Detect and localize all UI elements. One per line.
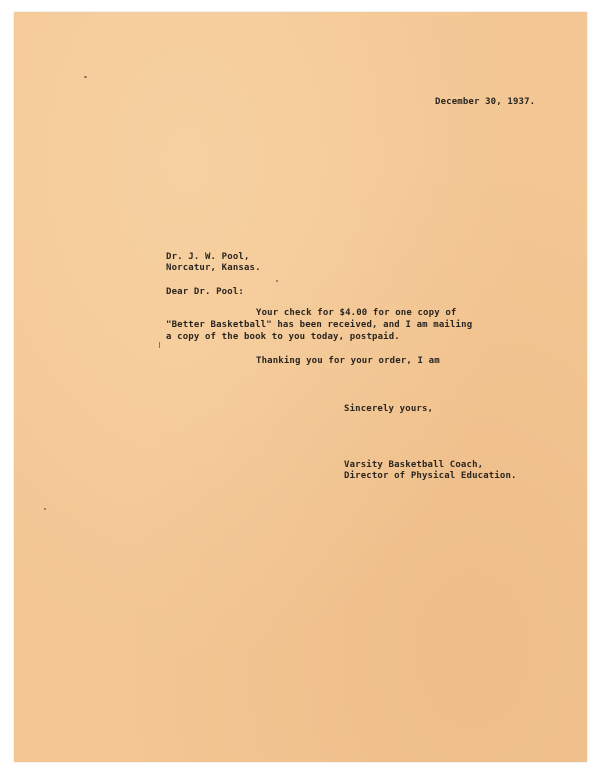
signature-title-1: Varsity Basketball Coach,	[344, 460, 484, 470]
body-paragraph-1-line-1: Your check for $4.00 for one copy of	[256, 308, 457, 318]
paper-speck	[44, 508, 46, 510]
letter-sheet	[14, 12, 587, 762]
recipient-city: Norcatur, Kansas.	[166, 263, 261, 273]
signature-title-2: Director of Physical Education.	[344, 471, 517, 481]
letter-date: December 30, 1937.	[435, 97, 536, 107]
paper-speck	[159, 342, 160, 348]
complimentary-closing: Sincerely yours,	[344, 404, 434, 414]
paper-speck	[84, 76, 87, 78]
body-paragraph-1-line-3: a copy of the book to you today, postpaid.	[166, 332, 400, 342]
salutation: Dear Dr. Pool:	[166, 287, 244, 297]
body-paragraph-1-line-2: "Better Basketball" has been received, and I am mailing	[166, 320, 473, 330]
paper-speck	[276, 280, 278, 282]
recipient-name: Dr. J. W. Pool,	[166, 252, 250, 262]
body-paragraph-2: Thanking you for your order, I am	[256, 356, 440, 366]
